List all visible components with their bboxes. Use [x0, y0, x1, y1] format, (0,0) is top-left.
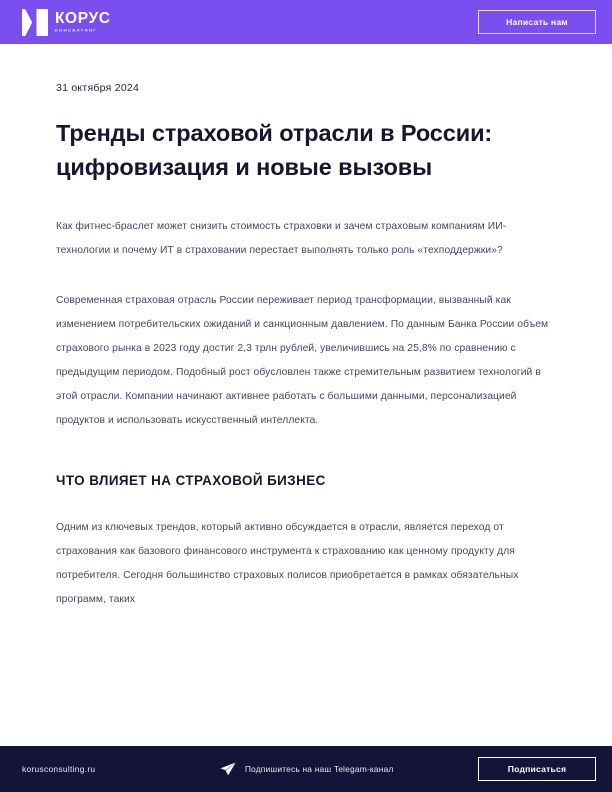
brand-wordmark	[55, 11, 111, 33]
article-lead: Как фитнес-браслет может снизить стоимость страховки и зачем страховым компаниям ИИ-технологии и почему ИТ в страховании перестает выполнять только роль «техподдержки»?	[56, 221, 507, 256]
article-body	[0, 82, 612, 612]
telegram-paper-plane-icon	[220, 762, 236, 776]
brand-name: КОРУС	[55, 9, 111, 27]
brand-subtitle: КОНСАЛТИНГ	[55, 27, 97, 33]
article-intro-paragraph: Современная страховая отрасль России переживает период трансформации, вызванный как изменением потребительских ожиданий и санкционным давлением. По данным Банка России объем страхового рынка в 2023 году достиг 2,3 трлн рублей, увеличившись на 25,8% по сравнению с предыдущим периодом. Подобный рост обусловлен также стремительным развитием технологий в этой отрасли. Компании начинают активнее работать с большими данными, персонализацией продуктов и использовать искусственный интеллекта.	[56, 295, 549, 426]
site-footer	[0, 746, 612, 792]
footer-website-link[interactable]: korusconsulting.ru	[22, 764, 96, 774]
site-header	[0, 0, 612, 44]
section-heading: ЧТО ВЛИЯЕТ НА СТРАХОВОЙ БИЗНЕС	[56, 473, 326, 488]
footer-telegram-promo	[135, 762, 478, 776]
subscribe-button[interactable]: Подписаться	[478, 757, 596, 781]
footer-subscribe-note: Подпишитесь на наш Telegam-канал	[244, 764, 394, 774]
contact-us-button[interactable]: Написать нам	[478, 10, 596, 34]
korus-logo-icon	[22, 9, 48, 36]
brand-logo[interactable]	[22, 9, 111, 36]
article-date: 31 октября 2024	[56, 82, 140, 94]
article-section-paragraph: Одним из ключевых трендов, который активно обсуждается в отрасли, является переход от страхования как базового финансового инструмента к страхованию как ценному продукту для потребителя. Сегодня большинство страховых полисов приобретается в рамках обязательных программ, таких	[56, 522, 519, 605]
page-title: Тренды страховой отрасли в России: цифровизация и новые вызовы	[56, 120, 493, 180]
